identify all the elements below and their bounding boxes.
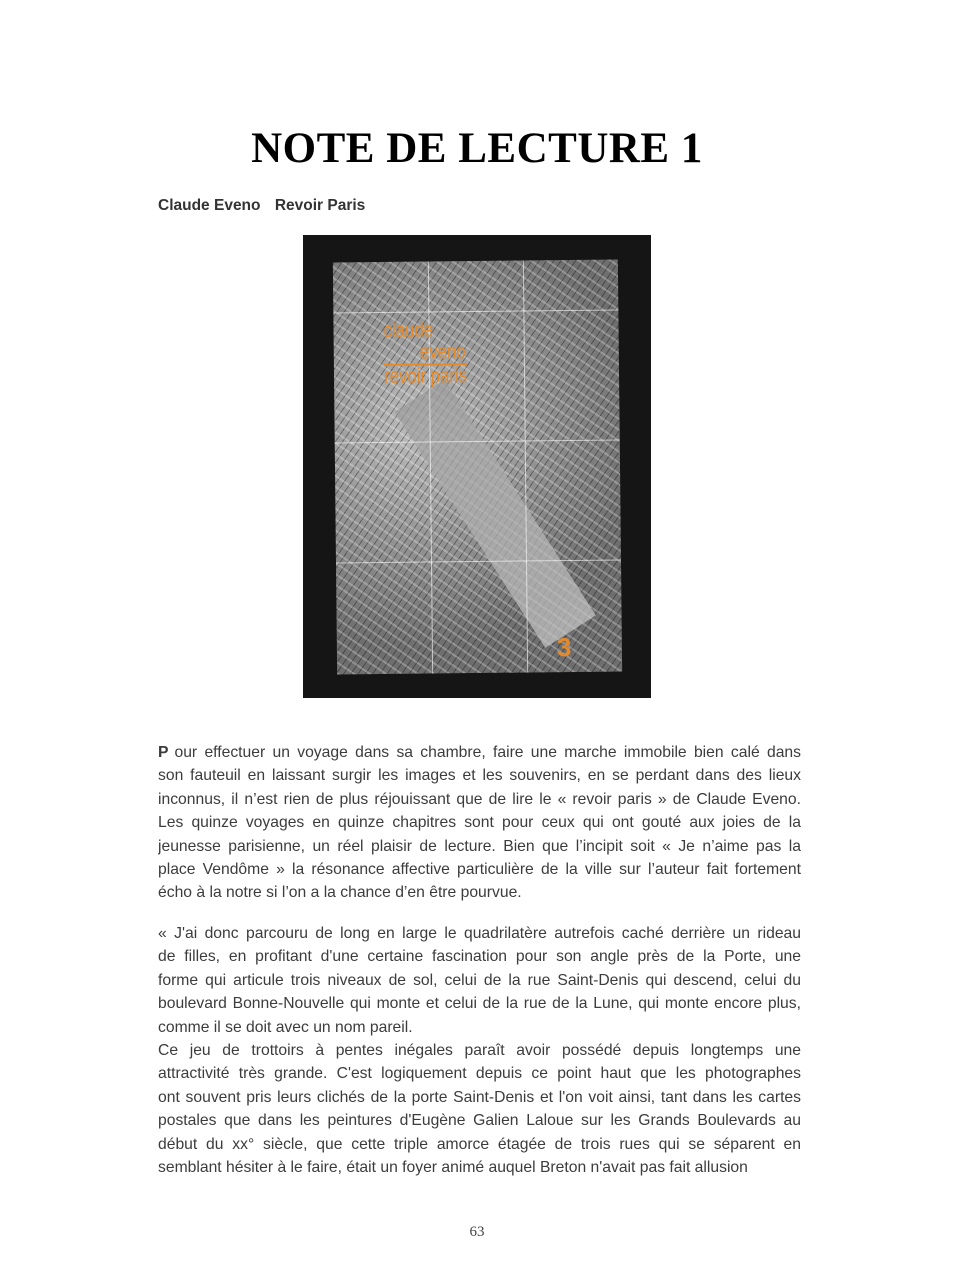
text-line: semblant hésiter à le faire, était un foyer animé auquel Breton n'avait pas fait allusion [158,1159,748,1177]
text-line-content: our effectuer un voyage dans sa chambre, faire une marche immobile bien calé dans [174,744,801,761]
paragraph-intro [158,741,801,905]
text-line: Les quinze voyages en quinze chapitres sont pour ceux qui ont gouté aux joies de la [158,814,801,832]
text-line: Ce jeu de trottoirs à pentes inégales paraît avoir possédé depuis longtemps une [158,1042,801,1060]
text-line: début du xx° siècle, que cette triple amorce étagée de trois rues qui se séparent en [158,1135,801,1153]
text-line: « J'ai donc parcouru de long en large le quadrilatère autrefois caché derrière un rideau [158,925,801,942]
text-line: écho à la notre si l’on a la chance d’en être pourvue. [158,884,522,902]
cover-author-first: claude [383,318,434,342]
text-line: boulevard Bonne-Nouvelle qui monte et celui de la rue de la Lune, qui monte encore plus, [158,995,801,1013]
author-name: Claude Eveno [158,197,261,214]
seine-river-illustration [394,380,595,648]
text-line: comme il se doit avec un nom pareil. [158,1018,413,1036]
text-line: ont souvent pris leurs clichés de la porte Saint-Denis et l'on voit ainsi, tant dans les cartes [158,1088,801,1106]
book-title: Revoir Paris [274,197,366,214]
text-line: forme qui articule trois niveaux de sol, celui de la rue Saint-Denis qui descend, celui du [158,971,801,989]
page-number: 63 [469,1224,485,1240]
byline [158,197,375,215]
cover-title [383,319,467,388]
text-line: place Vendôme » la résonance affective particulière de la ville sur l’auteur fait fortement [158,861,801,879]
text-line: postales que dans les peintures d'Eugène Galien Laloue sur les Grands Boulevards au [158,1112,801,1130]
paragraph-quote [158,922,801,1179]
cover-author-last: eveno [384,341,468,366]
cover-grid-line [333,310,618,314]
text-line: jeunesse parisienne, un réel plaisir de lecture. Bien que l’incipit soit « Je n’aime pas la [158,837,801,855]
text-line: inconnus, il n’est rien de plus réjouissant que de lire le « revoir paris » de Claude Eveno. [158,790,801,808]
text-line [158,741,801,764]
book-cover-photo [303,235,651,698]
cover-grid-line [336,560,621,564]
drop-cap: P [158,744,169,761]
cover-book-title: revoir paris [383,364,468,388]
text-line: de filles, en profitant d'une certaine fascination pour son angle près de la Porte, une [158,948,801,966]
publisher-logo: 3 [556,632,572,663]
text-line: attractivité très grande. C'est logiquement depuis ce point haut que les photographes [158,1065,801,1083]
page-title: NOTE DE LECTURE 1 [251,125,703,172]
text-line: son fauteuil en laissant surgir les images et les souvenirs, en se perdant dans des lieux [158,767,801,785]
book-cover [333,260,622,675]
